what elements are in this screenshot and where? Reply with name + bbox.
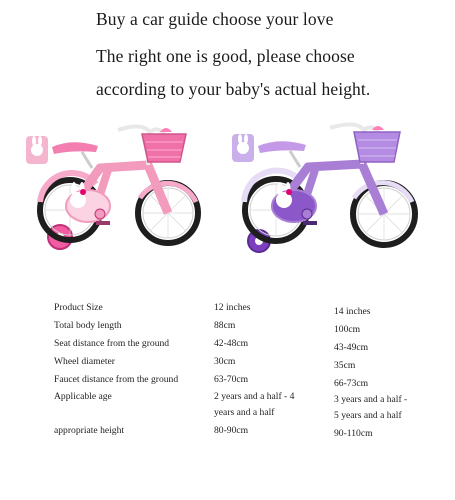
spec-row-label: Wheel diameter: [54, 356, 115, 367]
spec-row-value-12: 80-90cm: [214, 425, 249, 436]
spec-row-value-12: 30cm: [214, 356, 236, 367]
spec-row-value-12: years and a half: [214, 407, 275, 418]
spec-row-label: appropriate height: [54, 425, 125, 436]
spec-row-value-14: 90-110cm: [334, 428, 373, 439]
spec-row-value-14: 3 years and a half -: [334, 394, 408, 405]
headline-line-1: Buy a car guide choose your love: [96, 9, 334, 29]
spec-header-label: Product Size: [54, 302, 103, 313]
spec-row-value-14: 43-49cm: [334, 342, 369, 353]
spec-header-14: 14 inches: [334, 306, 371, 317]
headline-line-3: according to your baby's actual height.: [96, 79, 371, 99]
spec-row-value-12: 88cm: [214, 320, 236, 331]
spec-row-label: Faucet distance from the ground: [54, 374, 179, 385]
spec-row-label: Applicable age: [54, 391, 112, 402]
spec-row-value-14: 35cm: [334, 360, 356, 371]
spec-row-label: Total body length: [54, 320, 122, 331]
spec-row-value-12: 42-48cm: [214, 338, 249, 349]
spec-row-value-14: 66-73cm: [334, 378, 369, 389]
spec-row-value-14: 5 years and a half: [334, 410, 402, 421]
headline-line-2: The right one is good, please choose: [96, 46, 355, 66]
spec-row-value-12: 2 years and a half - 4: [214, 391, 295, 402]
spec-row-value-12: 63-70cm: [214, 374, 249, 385]
spec-header-12: 12 inches: [214, 302, 251, 313]
spec-row-value-14: 100cm: [334, 324, 361, 335]
spec-row-label: Seat distance from the ground: [54, 338, 170, 349]
